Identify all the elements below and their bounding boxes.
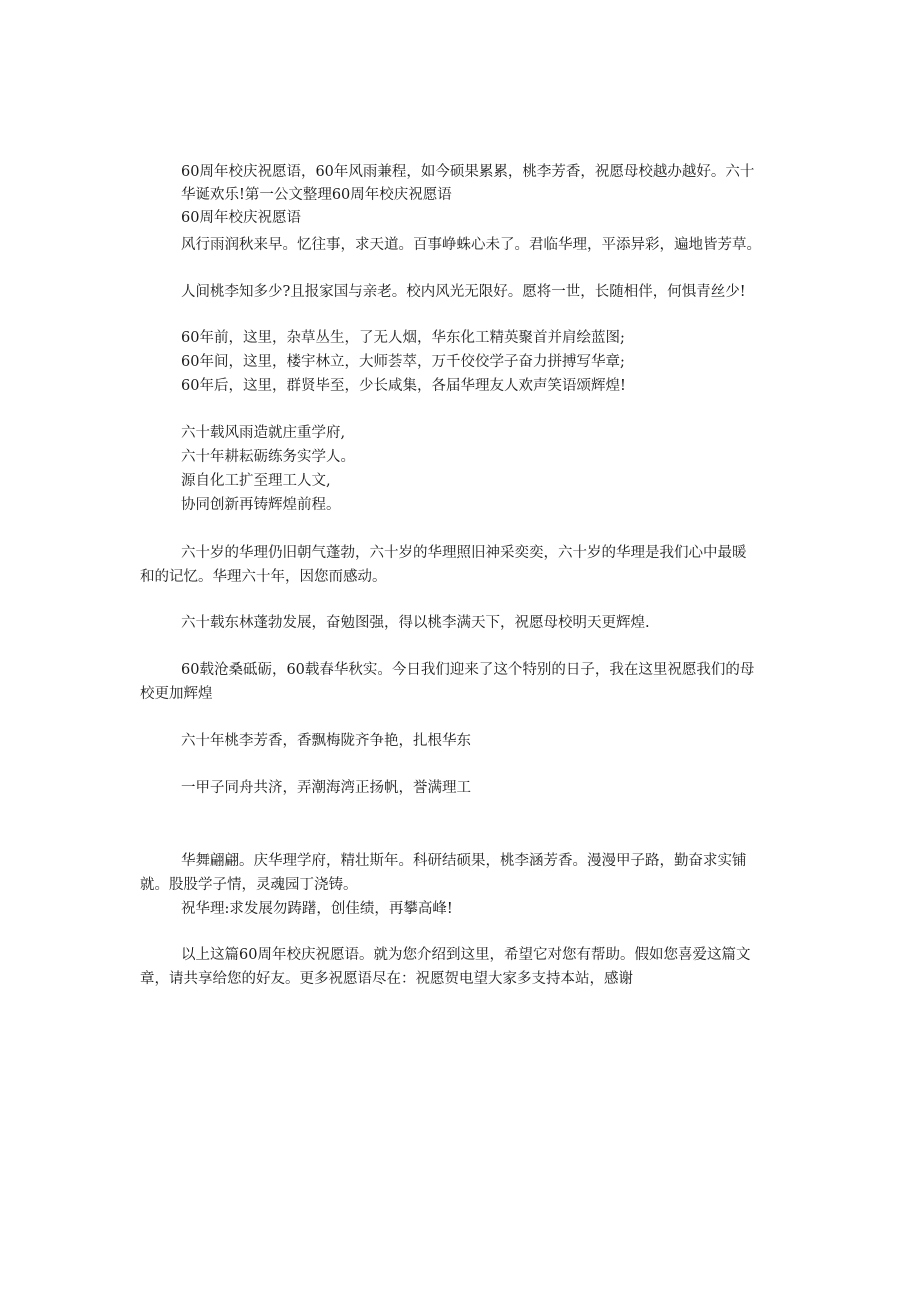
paragraph-10-line-2: 就。股股学子情，灵魂园丁浇铸。	[140, 877, 358, 893]
sixty-years-during: 60年间，这里，楼宇林立，大师荟萃，万千佼佼学子奋力拼搏写华章;	[181, 354, 625, 370]
poem-line-4: 协同创新再铸辉煌前程。	[181, 497, 341, 513]
paragraph-9: 一甲子同舟共济，弄潮海湾正扬帆，誉满理工	[181, 780, 471, 796]
paragraph-5-line-2: 和的记忆。华理六十年，因您而感动。	[140, 569, 387, 585]
paragraph-11: 祝华理:求发展勿踌躇，创佳绩，再攀高峰!	[181, 901, 453, 917]
poem-line-3: 源自化工扩至理工人文,	[181, 473, 331, 489]
poem-line-1: 六十载风雨造就庄重学府,	[181, 425, 346, 441]
paragraph-6: 六十载东林蓬勃发展，奋勉图强，得以桃李满天下，祝愿母校明天更辉煌.	[181, 615, 650, 631]
verse-line-2: 人间桃李知多少?且报家国与亲老。校内风光无限好。愿将一世，长随相伴，何惧青丝少!	[181, 284, 746, 300]
paragraph-5-line-1: 六十岁的华理仍旧朝气蓬勃，六十岁的华理照旧神采奕奕，六十岁的华理是我们心中最暖	[181, 545, 747, 561]
closing-line-2: 章，请共享给您的好友。更多祝愿语尽在：祝愿贺电望大家多支持本站，感谢	[140, 971, 633, 987]
paragraph-10-line-1: 华舞翩翩。庆华理学府，精壮斯年。科研结硕果，桃李涵芳香。漫漫甲子路，勤奋求实铺	[181, 853, 747, 869]
poem-line-2: 六十年耕耘砺练务实学人。	[181, 449, 355, 465]
paragraph-8: 六十年桃李芳香，香飘梅陇齐争艳，扎根华东	[181, 733, 471, 749]
heading: 60周年校庆祝愿语	[181, 210, 301, 226]
closing-line-1: 以上这篇60周年校庆祝愿语。就为您介绍到这里，希望它对您有帮助。假如您喜爱这篇文	[181, 947, 751, 963]
sixty-years-after: 60年后，这里，群贤毕至，少长咸集，各届华理友人欢声笑语颂辉煌!	[181, 378, 626, 394]
verse-line-1: 风行雨润秋来早。忆往事，求天道。百事峥蛛心未了。君临华理，平添异彩，遍地皆芳草。	[181, 237, 761, 253]
sixty-years-before: 60年前，这里，杂草丛生，了无人烟，华东化工精英聚首并肩绘蓝图;	[181, 330, 625, 346]
intro-line-2: 华诞欢乐!第一公文整理60周年校庆祝愿语	[181, 187, 452, 203]
intro-line-1: 60周年校庆祝愿语，60年风雨兼程，如今硕果累累，桃李芳香，祝愿母校越办越好。六十	[181, 164, 755, 180]
paragraph-7-line-2: 校更加辉煌	[140, 686, 213, 702]
paragraph-7-line-1: 60载沧桑砥砺，60载春华秋实。今日我们迎来了这个特别的日子，我在这里祝愿我们的母	[181, 662, 755, 678]
